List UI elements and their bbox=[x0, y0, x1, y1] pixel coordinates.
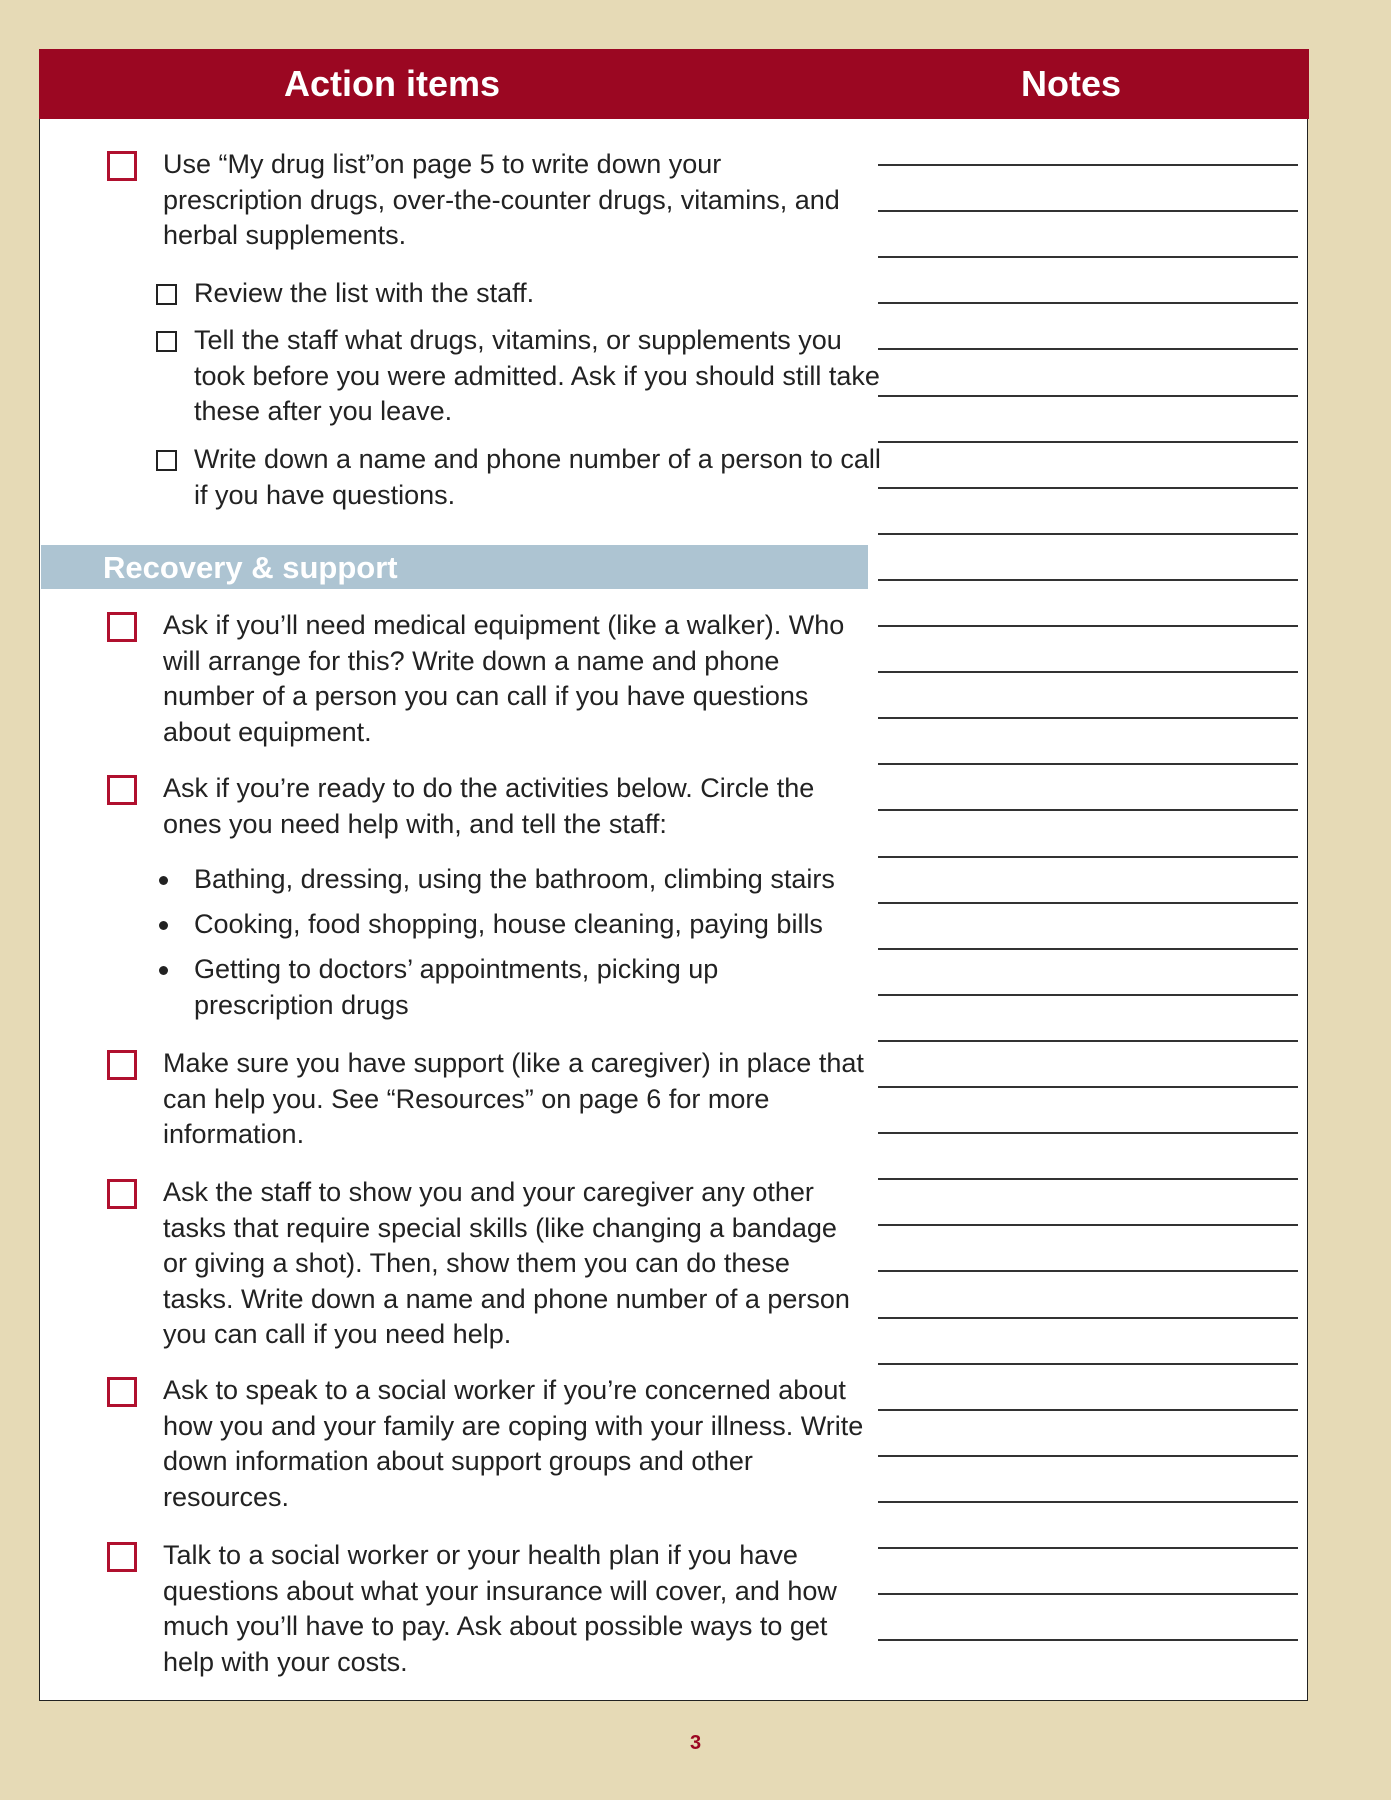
item-text: Use “My drug list”on page 5 to write down your prescription drugs, over-the-counter drugs, vitamins, and herbal supplements. bbox=[163, 149, 840, 250]
checklist-item bbox=[163, 771, 863, 842]
note-line[interactable] bbox=[878, 1547, 1298, 1549]
checkbox[interactable] bbox=[107, 1377, 137, 1407]
bullet-icon bbox=[159, 921, 168, 930]
note-line[interactable] bbox=[878, 348, 1298, 350]
note-line[interactable] bbox=[878, 1363, 1298, 1365]
note-line[interactable] bbox=[878, 1132, 1298, 1134]
checklist-item bbox=[163, 1538, 873, 1680]
note-line[interactable] bbox=[878, 1270, 1298, 1272]
checkbox[interactable] bbox=[156, 450, 177, 471]
checklist-item bbox=[163, 1046, 873, 1153]
checkbox[interactable] bbox=[107, 1179, 137, 1209]
note-line[interactable] bbox=[878, 1501, 1298, 1503]
item-text: Ask if you’re ready to do the activities below. Circle the ones you need help with, and tell the staff: bbox=[163, 773, 815, 839]
note-line[interactable] bbox=[878, 763, 1298, 765]
note-line[interactable] bbox=[878, 625, 1298, 627]
action-items-heading: Action items bbox=[284, 63, 501, 104]
note-line[interactable] bbox=[878, 856, 1298, 858]
note-line[interactable] bbox=[878, 1178, 1298, 1180]
item-text: Ask to speak to a social worker if you’re concerned about how you and your family are coping with your illness. Write down information about support groups and other resources. bbox=[163, 1375, 864, 1512]
checkbox[interactable] bbox=[107, 775, 137, 805]
checklist-item bbox=[163, 147, 863, 254]
bullet-item bbox=[194, 862, 894, 898]
note-line[interactable] bbox=[878, 395, 1298, 397]
bullet-icon bbox=[159, 876, 168, 885]
item-text: Cooking, food shopping, house cleaning, paying bills bbox=[194, 909, 823, 939]
note-line[interactable] bbox=[878, 579, 1298, 581]
note-line[interactable] bbox=[878, 164, 1298, 166]
note-line[interactable] bbox=[878, 994, 1298, 996]
bullet-item bbox=[194, 952, 834, 1023]
note-line[interactable] bbox=[878, 809, 1298, 811]
item-text: Talk to a social worker or your health plan if you have questions about what your insurance will cover, and how much you’ll have to pay. Ask about possible ways to get help with your costs. bbox=[163, 1540, 837, 1677]
checkbox[interactable] bbox=[107, 151, 137, 181]
checklist-item bbox=[163, 608, 873, 750]
checklist-subitem bbox=[194, 442, 884, 513]
section-header bbox=[41, 545, 868, 589]
checklist-subitem bbox=[194, 276, 884, 312]
note-line[interactable] bbox=[878, 487, 1298, 489]
note-line[interactable] bbox=[878, 256, 1298, 258]
note-line[interactable] bbox=[878, 717, 1298, 719]
item-text: Write down a name and phone number of a person to call if you have questions. bbox=[194, 444, 881, 510]
note-line[interactable] bbox=[878, 1040, 1298, 1042]
notes-heading: Notes bbox=[1021, 63, 1122, 104]
checklist-item bbox=[163, 1175, 853, 1353]
item-text: Tell the staff what drugs, vitamins, or supplements you took before you were admitted. Ask if you should still take these after you leave. bbox=[194, 325, 880, 426]
checklist-subitem bbox=[194, 323, 884, 430]
bullet-icon bbox=[159, 966, 168, 975]
bullet-item bbox=[194, 907, 884, 943]
note-line[interactable] bbox=[878, 210, 1298, 212]
item-text: Ask if you’ll need medical equipment (like a walker). Who will arrange for this? Write down a name and phone number of a person you can call if you have questions about equipment. bbox=[163, 610, 845, 747]
note-line[interactable] bbox=[878, 533, 1298, 535]
note-line[interactable] bbox=[878, 1224, 1298, 1226]
page-number: 3 bbox=[690, 1732, 702, 1754]
item-text: Bathing, dressing, using the bathroom, climbing stairs bbox=[194, 864, 835, 894]
table-header bbox=[39, 49, 1309, 119]
note-line[interactable] bbox=[878, 1409, 1298, 1411]
checkbox[interactable] bbox=[107, 1542, 137, 1572]
item-text: Make sure you have support (like a caregiver) in place that can help you. See “Resources” on page 6 for more information. bbox=[163, 1048, 864, 1149]
item-text: Getting to doctors’ appointments, picking up prescription drugs bbox=[194, 954, 719, 1020]
checkbox[interactable] bbox=[107, 612, 137, 642]
item-text: Review the list with the staff. bbox=[194, 278, 535, 308]
note-line[interactable] bbox=[878, 948, 1298, 950]
checkbox[interactable] bbox=[156, 331, 177, 352]
note-line[interactable] bbox=[878, 1317, 1298, 1319]
item-text: Ask the staff to show you and your caregiver any other tasks that require special skills (like changing a bandage or giving a shot). Then, show them you can do these tasks. Write down a name and phone number of a person you can call if you need help. bbox=[163, 1177, 850, 1349]
note-line[interactable] bbox=[878, 671, 1298, 673]
note-line[interactable] bbox=[878, 1086, 1298, 1088]
checkbox[interactable] bbox=[156, 284, 177, 305]
checkbox[interactable] bbox=[107, 1050, 137, 1080]
note-line[interactable] bbox=[878, 302, 1298, 304]
section-title: Recovery & support bbox=[103, 550, 398, 585]
note-line[interactable] bbox=[878, 902, 1298, 904]
note-line[interactable] bbox=[878, 1639, 1298, 1641]
checklist-item bbox=[163, 1373, 873, 1515]
note-line[interactable] bbox=[878, 1593, 1298, 1595]
note-line[interactable] bbox=[878, 441, 1298, 443]
note-line[interactable] bbox=[878, 1455, 1298, 1457]
